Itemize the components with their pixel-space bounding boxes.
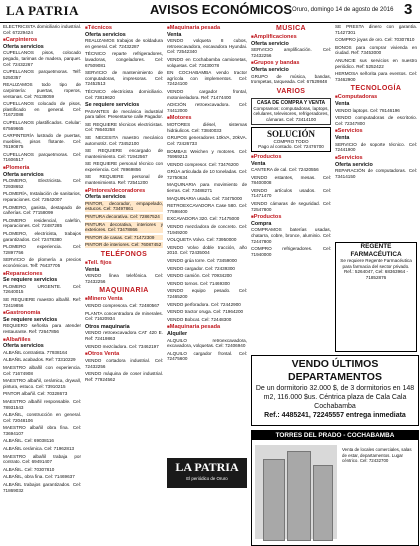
torres-title: TORRES DEL PRADO - COCHABAMBA bbox=[252, 431, 418, 440]
classified-ad: SE REQUIERE personal técnico con experiencia. Cel: 78969856 bbox=[85, 161, 163, 172]
classified-ad: GRÚA articulada de 10 toneladas. Cel: 72750634 bbox=[167, 169, 247, 180]
ads-albaniles bbox=[3, 350, 81, 493]
ads-servicios bbox=[335, 142, 417, 153]
ads-maq bbox=[85, 330, 163, 349]
section-telefonos: TELÉFONOS bbox=[100, 251, 148, 259]
subheading: Venta bbox=[167, 31, 182, 38]
classified-ad: VENDO tornos. Cel: 71469300 bbox=[167, 280, 230, 286]
boxed-ad-compra-venta bbox=[251, 98, 331, 125]
ads-pintores bbox=[85, 201, 163, 248]
heading-grupos: ■ Grupos y bandas bbox=[251, 60, 331, 67]
classified-ad: BONOS para comprar vivienda en ciudad. Ref: 73453000 bbox=[335, 44, 417, 56]
tower-shape bbox=[263, 459, 285, 541]
classified-ad: REQUIERO señorita para atender restaurante. Ref: 72647856 bbox=[3, 323, 81, 334]
solucion-subtitle: COMPRO TODO bbox=[273, 138, 309, 144]
regente-title: REGENTE FARMACÉUTICA bbox=[350, 243, 402, 258]
classified-ad: GRUPO de música, bandas, trompetas, tarqueada. Cel: 67529848 bbox=[251, 73, 331, 85]
heading-motores: ■ Motores bbox=[167, 115, 247, 122]
heading-maquinaria-pesada: ■ Maquinaria pesada bbox=[167, 25, 247, 32]
classified-ad: VENDO grúa torre. Cel: 73459000 bbox=[167, 258, 237, 263]
classified-ad: CUPELLANOS plastificados. Celular: 67569665 bbox=[3, 119, 81, 131]
ads-computadoras bbox=[335, 108, 417, 127]
classified-ad: ALBAÑIL. Cel: 70307810 bbox=[3, 466, 55, 472]
ads-productos-compra bbox=[251, 227, 331, 257]
subheading: Oferta servicio bbox=[251, 67, 289, 74]
subheading: Oferta servicios bbox=[3, 43, 44, 50]
subheading: Se requiere servicios bbox=[3, 277, 58, 284]
ads-top-right bbox=[335, 24, 417, 82]
classified-ad: ALBAÑIL cerámica. Cel: 71962813 bbox=[3, 446, 75, 452]
subheading: Oferta servicio bbox=[335, 161, 373, 168]
ads-carpinteros bbox=[3, 50, 81, 163]
ads-top bbox=[3, 24, 81, 35]
classified-ad: REPARACIÓN de computadoras. Cel: 73414150 bbox=[335, 167, 417, 179]
regente-ref: Ref.: 5264047, Cel: 68363964 - 71852876 bbox=[343, 269, 409, 280]
classified-ad: ALBAÑIL trabajos garantizados. Cel: 71869032 bbox=[3, 482, 81, 493]
heading-amplificaciones: ■ Amplificaciones bbox=[251, 34, 331, 41]
classified-ad: VENDO compresora. Cel: 72480567 bbox=[85, 303, 160, 309]
classified-ad: VENDO computadoras de escritorio. Cel: 72347800 bbox=[335, 115, 417, 126]
classified-ad: TÉCNICO reparte refrigeradores, lavadoras, congeladores. Cel: 67509081 bbox=[85, 51, 163, 68]
classified-ad: SE REQUIERE maestro albañil. Ref: 72419856 bbox=[3, 296, 81, 308]
ads-servicios-oferta bbox=[335, 168, 417, 179]
classified-ad: ALBAÑIL contratista. 77938164 bbox=[3, 349, 68, 355]
subheading: Venta bbox=[335, 135, 350, 142]
classified-ad: MAQUINARIA usada. Cel: 73475000 bbox=[167, 195, 243, 201]
heading-albaniles: ■ Albañiles bbox=[3, 337, 81, 344]
heading-reparaciones: ■ Reparaciones bbox=[3, 271, 81, 278]
dateline: Oruro, domingo 14 de agosto de 2016 bbox=[292, 7, 394, 13]
classified-ad: PLOMERO, electricista, trabajos garantizados. Cel: 72478380 bbox=[3, 231, 81, 242]
classified-ad: HERMOSA señorita para eventos. Cel: 73462900 bbox=[335, 71, 417, 82]
classified-ad: EXCAVADORA 320. Cel: 71475000 bbox=[167, 216, 240, 222]
classified-ad: MAESTRO albañil trabaja por contrato. Cel: 69491407 bbox=[3, 453, 81, 465]
ads-otros-venta bbox=[85, 358, 163, 382]
classified-ad: VENDO volqueta 8 cubos, retroexcavadora, excavadora Hyundai. Cel: 72542340 bbox=[167, 38, 247, 55]
classified-ad: ALQUILO retroexcavadora, excavadora, volquetas. Cel: 72406940 bbox=[167, 337, 247, 349]
departamentos-ad-ref: Ref.: 4485241, 72245557 entrega inmediata bbox=[264, 412, 406, 419]
classified-ad: MAESTRO albañil obra fina. Cel: 73694107 bbox=[3, 425, 81, 436]
classified-ad: SERVICIO amplificación. Cel: 72432256 bbox=[251, 47, 331, 58]
section-maquinaria: MAQUINARIA bbox=[99, 287, 149, 295]
heading-tecnicos: ■ Técnicos bbox=[85, 25, 163, 32]
classified-ad: COMPRO refrigeradores. Cel: 71940000 bbox=[251, 246, 331, 257]
solucion-text: Pago al contado. Cel: 72476700 bbox=[258, 144, 324, 150]
classified-ad: PINTOR, decorador, empapelado, estucos. Cel: 73497861 bbox=[85, 200, 163, 212]
torres-text: Venta de locales comerciales, salas de estar, departamentos. Lugar céntrico. Cel: 72432700 bbox=[342, 447, 412, 464]
classified-ad: VENDO laptops. Cel: 78146196 bbox=[335, 107, 400, 113]
section-musica: MÚSICA bbox=[275, 25, 306, 32]
page-number: 3 bbox=[404, 1, 413, 18]
heading-servicios-oferta: ■ Servicios bbox=[335, 155, 417, 162]
classified-ad: PINTOR de casas. Cel: 71472309 bbox=[85, 235, 163, 241]
classified-ad: PINTURA decorativa, interiores y exteriores. Cel: 73478866 bbox=[85, 221, 163, 233]
subheading-requiere: Se requiere servicios bbox=[85, 102, 140, 109]
departamentos-ad bbox=[251, 355, 419, 426]
ads-tell bbox=[85, 273, 163, 284]
classified-ad: PLOMERO experiencia. Cel: 72897756 bbox=[3, 244, 81, 255]
subheading: Oferta servicios bbox=[3, 171, 44, 178]
heading-pintores: ■ Pintores/decoradores bbox=[85, 188, 163, 195]
classified-ad: GRUPOS generadores 10kVA, 20kVA. Cel: 72426733 bbox=[167, 135, 247, 146]
classified-ad: VENDO cargador. Cel: 72439300 bbox=[167, 265, 235, 271]
subheading: Otros maquinaria bbox=[85, 324, 130, 330]
building-image bbox=[255, 445, 337, 539]
classified-ad: PINTOR de interiores. Cel: 76087452 bbox=[85, 242, 162, 248]
ads-plomeria bbox=[3, 178, 81, 268]
classified-ad: PLOMERO, Electricista. Cel: 72938652 bbox=[3, 178, 81, 189]
subheading: Venta bbox=[335, 101, 350, 108]
classified-ad: RETROEXCAVADORA Case 580. Cel: 77598400 bbox=[167, 203, 247, 214]
classified-ad: COMPRO joyas de oro. Cel: 70307810 bbox=[335, 37, 415, 43]
classified-ad: CUPELLANOS parquetmoras. Telf: 5250357 bbox=[3, 69, 81, 80]
classified-ad: VENDO Volvo doble tracción, año 2010. Cel: 72435004 bbox=[167, 244, 247, 256]
classified-ad: PLOMERO URGENTE. Cel: 72640015 bbox=[3, 283, 81, 295]
classified-ad: ELECTRICISTA domiciliario industrial. Cel: 67229424 bbox=[3, 24, 81, 35]
classified-ad: VENDO en Cochabamba camionetas, volquetas. Cel: 73430078 bbox=[167, 56, 247, 68]
classified-ad: TÉCNICO electricista domiciliario. Cel: 73819620 bbox=[85, 88, 163, 100]
classified-ad: MAESTRO albañil con experiencia. Cel: 71674908 bbox=[3, 364, 81, 376]
classified-ad: MAESTRO albañil, cerámica, drywall, pintura, estuco. Cel: 73910215 bbox=[3, 378, 81, 389]
ads-maquinaria-pesada bbox=[167, 38, 247, 113]
classified-ad: MAQUINARIA para movimiento de tierras. Cel: 73488271 bbox=[167, 182, 247, 194]
regente-text: Se requiere Regente Farmacéutica para farmacia del sector privado. bbox=[340, 258, 412, 269]
classified-ad: VENDO perforadora. Cel: 72442900 bbox=[167, 301, 241, 307]
classified-ad: EN COCHABAMBA vendo tractor agrícola con implementos. Cel: 72424100 bbox=[167, 70, 247, 87]
newspaper-logo: LA PATRIA bbox=[6, 3, 79, 18]
classified-ad: ALBAÑIL, obra fina. Cel: 71469637 bbox=[3, 474, 75, 480]
classified-ad: VENDO camión. Cel: 70934200 bbox=[167, 273, 232, 279]
ads-amplificaciones bbox=[251, 47, 331, 58]
classified-ad: VENDO línea telefónica. Cel: 72432256 bbox=[85, 273, 163, 284]
subheading: Venta bbox=[85, 266, 100, 273]
torres-del-prado-ad bbox=[251, 430, 419, 546]
classified-ad: ALBAÑIL, construcción en general. Cel: 72048106 bbox=[3, 412, 81, 423]
heading-plomeria: ■ Plomería bbox=[3, 165, 81, 172]
classified-ad: MOTORES diésel, sistemas hidráulicos. Cel: 73840033 bbox=[167, 122, 247, 133]
page-header bbox=[0, 0, 420, 23]
classified-ad: VENDO máquina de coser industrial. Ref: 77924562 bbox=[85, 371, 163, 382]
classified-ad: ADICIÓN retroexcavadora. Cel: 74412000 bbox=[167, 102, 247, 113]
classified-ad: REALIZAMOS trabajos de soldadura en general. Cel: 72432287 bbox=[85, 38, 163, 49]
classified-ad: SE PRESTA dinero con garantía. 71427301 bbox=[335, 24, 417, 35]
classified-ad: VENDO cargador frontal, motoniveladora. Ref: 71474400 bbox=[167, 88, 247, 100]
boxed-ad-text: Compramos: computadoras, laptops, celulares, televisores, refrigeradores, cámaras. Cel: 73414100 bbox=[253, 105, 329, 122]
heading-minero: ■ Minero Venta bbox=[85, 296, 163, 303]
classified-ad: CANTERA de cal. Cel: 72420556 bbox=[251, 166, 319, 172]
heading-alquiler: ■ Maquinaria pesada bbox=[167, 324, 247, 331]
classified-ad: VENDO retroexcavadora CAT 420 E. Ref: 72419863 bbox=[85, 330, 163, 341]
boxed-ad-title: CASA DE COMPRA Y VENTA bbox=[256, 99, 326, 106]
ads-productos bbox=[251, 167, 331, 212]
heading-carpinteros: ■ Carpinteros bbox=[3, 37, 81, 44]
classified-ad: PINTOR albañil. Cel: 70328673 bbox=[3, 391, 68, 397]
classified-ad: PLANTA concentradora de minerales. Cel: 71620934 bbox=[85, 310, 163, 322]
solucion-title: SOLUCIÓN bbox=[266, 128, 315, 139]
departamentos-ad-text: De un dormitorio 32.000 $, de 3 dormitorios en 148 m2, 116.000 $us. Céntrica plaza de Cala Cala Cochabamba bbox=[255, 385, 415, 410]
classified-ad: VOLQUETA Volvo. Cel: 73950000 bbox=[167, 237, 237, 243]
tower-shape bbox=[287, 451, 311, 541]
classified-ad: PLOMERÍA, Instalación de sanitarios, reparaciones. Cel: 72642007 bbox=[3, 191, 81, 203]
classified-ad: VENDO mezcladora. Cel: 73462197 bbox=[85, 343, 159, 349]
classified-ad: VENDO compresor. Cel: 73476200 bbox=[167, 161, 239, 167]
classified-ad: SERVICIO de mantenimiento de computadoras, impresoras. Cel: 72452513 bbox=[85, 70, 163, 87]
classified-ad: ALQUILO cargador frontal. Cel: 72475600 bbox=[167, 350, 247, 362]
subheading: Venta bbox=[251, 160, 266, 167]
subheading: Compra bbox=[251, 220, 272, 227]
classified-ad: ANUNCIE sus servicios en nuestro periódico. Ref: 5252422 bbox=[335, 57, 417, 69]
column-2 bbox=[85, 24, 163, 544]
heading-servicios: ■ Servicios bbox=[335, 128, 417, 135]
subheading: Oferta servicios bbox=[3, 343, 44, 350]
heading-otros-venta: ■ Otros Venta bbox=[85, 351, 163, 358]
subheading: Se requiere servicios bbox=[3, 316, 58, 323]
ads-grupos bbox=[251, 74, 331, 85]
classified-ad: PINTURA decorativa. Cel: 72867524 bbox=[85, 214, 163, 220]
classified-ad: VENDO artículos usados. Cel: 71471470 bbox=[251, 187, 331, 199]
ads-requiere bbox=[85, 109, 163, 186]
classified-ad: BOMBAS Weichen y motores. Cel: 76969213 bbox=[167, 148, 247, 160]
classified-ad: CARPINTERÍA lustrado de puertas, muebles, pisos flotante. Cel: 76190875 bbox=[3, 133, 81, 150]
departamentos-ad-title: VENDO ÚLTIMOS DEPARTAMENTOS bbox=[288, 358, 382, 383]
subheading: Oferta servicios bbox=[85, 31, 126, 38]
classified-ad: SE NECESITA maestro mecánico automotriz. Cel: 73452100 bbox=[85, 134, 163, 146]
boxed-ad-solucion bbox=[251, 127, 331, 152]
lapatria-promo-title: LA PATRIA bbox=[175, 460, 239, 474]
subheading: Oferta servicio bbox=[251, 40, 289, 47]
classified-ad: CUPELLANOS pisos, colocado pegado, tarimas de madera, parquet. Cel: 72432267 bbox=[3, 50, 81, 67]
section-tecnologia: TECNOLOGÍA bbox=[350, 85, 402, 93]
subheading: Alquiler bbox=[167, 331, 188, 338]
subheading: Oferta servicios bbox=[85, 194, 126, 201]
lapatria-promo bbox=[167, 458, 247, 488]
ads-reparaciones bbox=[3, 284, 81, 308]
tower-shape bbox=[313, 465, 333, 541]
classified-ad: SERVICIO de plomería a precios económicos. Telf: 76437705 bbox=[3, 257, 81, 268]
classified-ad: MAESTRO albañil responsable. Cel: 78931543 bbox=[3, 398, 81, 410]
ads-gastronomia bbox=[3, 323, 81, 334]
classified-ad: PLOMERO residencial, calefón, reparaciones. Cel: 72487285 bbox=[3, 217, 81, 229]
heading-tell-fijos: ■ Tell. fijos bbox=[85, 260, 163, 267]
ads-tecnicos bbox=[85, 38, 163, 100]
classified-ad: ALBAÑIL acabados. Ref: 73310229 bbox=[3, 357, 76, 363]
ads-motores bbox=[167, 122, 247, 322]
classified-ad: CUPELLANOS parquetmoras. Cel: 71606517 bbox=[3, 151, 81, 163]
heading-computadoras: ■ Computadoras bbox=[335, 94, 417, 101]
classified-ad: VENDO estantes, mesas. Cel: 78400008 bbox=[251, 174, 331, 186]
column-1 bbox=[3, 24, 81, 544]
classified-ad: SE REQUIERE personal de mantenimiento. Ref: 72541200 bbox=[85, 174, 163, 186]
section-varios: VARIOS bbox=[276, 87, 306, 95]
classified-ad: CUPELLANOS colocado de pisos, plastificado en general. Cel: 71672088 bbox=[3, 101, 81, 118]
classified-ad: ALBAÑIL. Cel: 69038116 bbox=[3, 438, 54, 444]
classified-ad: PASANTES de mecánica industrial para taller. Presentarse calle Pagador. bbox=[85, 108, 163, 120]
section-title: AVISOS ECONÓMICOS bbox=[150, 2, 293, 17]
classified-ad: SE REQUIERE encargado de mantenimiento. Cel: 71942567 bbox=[85, 148, 163, 159]
ads-alquiler bbox=[167, 338, 247, 362]
ads-minero bbox=[85, 303, 163, 322]
classified-ad: PLOMERO, gasista, destapado de cañerías. Cel: 77158099 bbox=[3, 204, 81, 216]
heading-productos-compra: ■ Productos bbox=[251, 214, 331, 221]
classified-ad: COMPRAMOS baterías usadas, chatarra, cobre, bronce, aluminio. Cel: 72447800 bbox=[251, 227, 331, 244]
classified-ad: REALIZAMOS todo tipo de carpintería: puertas, roperos, ventanas. Cel: 76138059 bbox=[3, 82, 81, 99]
classified-ad: VENDO cortadora industrial. Cel: 72432256 bbox=[85, 357, 163, 369]
heading-productos: ■ Productos bbox=[251, 154, 331, 161]
classified-ad: VENDO Bobcat. Cel: 72448300 bbox=[167, 316, 232, 322]
regente-ad bbox=[335, 242, 417, 352]
lapatria-promo-subtitle: El periódico de Oruro bbox=[186, 476, 228, 481]
classified-ad: VENDO tractor oruga. Cel: 71964200 bbox=[167, 309, 244, 315]
classified-ad: SERVICIO de soporte técnico. Cel: 72441900 bbox=[335, 141, 417, 153]
classified-ad: VENDO cámaras de seguridad. Cel: 72547800 bbox=[251, 200, 331, 212]
heading-gastronomia: ■ Gastronomía bbox=[3, 310, 81, 317]
classified-ad: SE REQUIERE técnicos electricistas. Cel: 78640258 bbox=[85, 121, 163, 133]
classified-ad: VENDO mezcladora de concreto. Cel: 71949200 bbox=[167, 224, 247, 235]
classified-ad: VENDO equipo pesado. Cel: 72465200 bbox=[167, 288, 247, 299]
